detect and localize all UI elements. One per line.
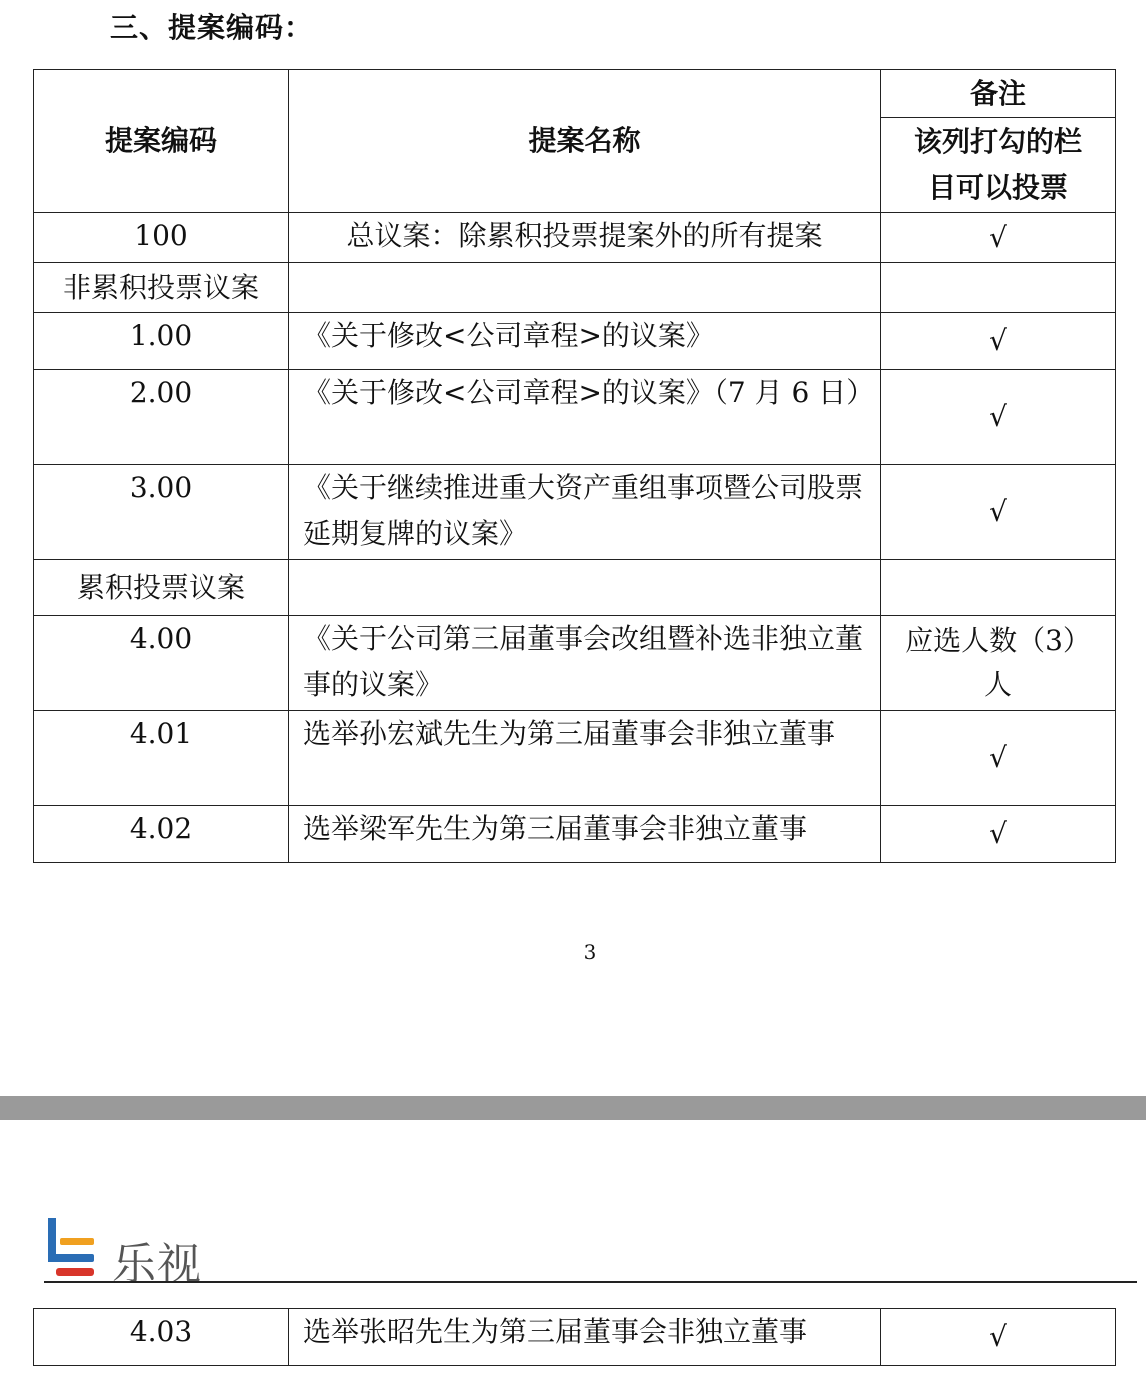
table-row — [34, 213, 1116, 263]
row-code: 4.03 — [34, 1309, 289, 1366]
check-mark: √ — [881, 711, 1116, 806]
page-number: 3 — [583, 940, 597, 964]
header-note-line1: 该列打勾的栏 — [913, 125, 1082, 158]
row-code: 4.02 — [34, 806, 289, 863]
row-name: 总议案：除累积投票提案外的所有提案 — [289, 213, 881, 263]
row-name: 选举孙宏斌先生为第三届董事会非独立董事 — [289, 711, 881, 806]
header-note-line2: 目可以投票 — [927, 171, 1068, 204]
section-label: 累积投票议案 — [34, 560, 289, 616]
row-name: 选举张昭先生为第三届董事会非独立董事 — [289, 1309, 881, 1366]
row-code: 4.01 — [34, 711, 289, 806]
page-separator — [0, 1096, 1146, 1120]
row-name: 《关于继续推进重大资产重组事项暨公司股票延期复牌的议案》 — [289, 465, 881, 560]
header-name: 提案名称 — [289, 70, 881, 213]
header-note-desc — [881, 118, 1116, 213]
section-label: 非累积投票议案 — [34, 263, 289, 313]
check-mark: √ — [881, 465, 1116, 560]
logo-text: 乐视 — [112, 1239, 202, 1290]
row-note: 应选人数（3）人 — [881, 616, 1116, 711]
row-code: 4.00 — [34, 616, 289, 711]
table-row — [34, 465, 1116, 560]
row-code: 1.00 — [34, 313, 289, 370]
table-section-row — [34, 263, 1116, 313]
table-row — [34, 313, 1116, 370]
proposal-table-continued — [33, 1308, 1116, 1366]
check-mark: √ — [881, 806, 1116, 863]
proposal-table — [33, 69, 1116, 863]
row-code: 100 — [34, 213, 289, 263]
row-name: 《关于修改<公司章程>的议案》（7 月 6 日） — [289, 370, 881, 465]
check-mark: √ — [881, 213, 1116, 263]
section-heading: 三、提案编码： — [110, 11, 314, 44]
row-name: 《关于修改<公司章程>的议案》 — [289, 313, 881, 370]
table-section-row — [34, 560, 1116, 616]
row-name: 选举梁军先生为第三届董事会非独立董事 — [289, 806, 881, 863]
row-code: 2.00 — [34, 370, 289, 465]
row-name: 《关于公司第三届董事会改组暨补选非独立董事的议案》 — [289, 616, 881, 711]
table-row — [34, 616, 1116, 711]
header-rule — [44, 1281, 1137, 1283]
row-code: 3.00 — [34, 465, 289, 560]
table-row — [34, 711, 1116, 806]
header-note-title: 备注 — [881, 70, 1116, 118]
check-mark: √ — [881, 370, 1116, 465]
check-mark: √ — [881, 313, 1116, 370]
table-row — [34, 1309, 1116, 1366]
table-row — [34, 806, 1116, 863]
check-mark: √ — [881, 1309, 1116, 1366]
header-code: 提案编码 — [34, 70, 289, 213]
table-row — [34, 370, 1116, 465]
